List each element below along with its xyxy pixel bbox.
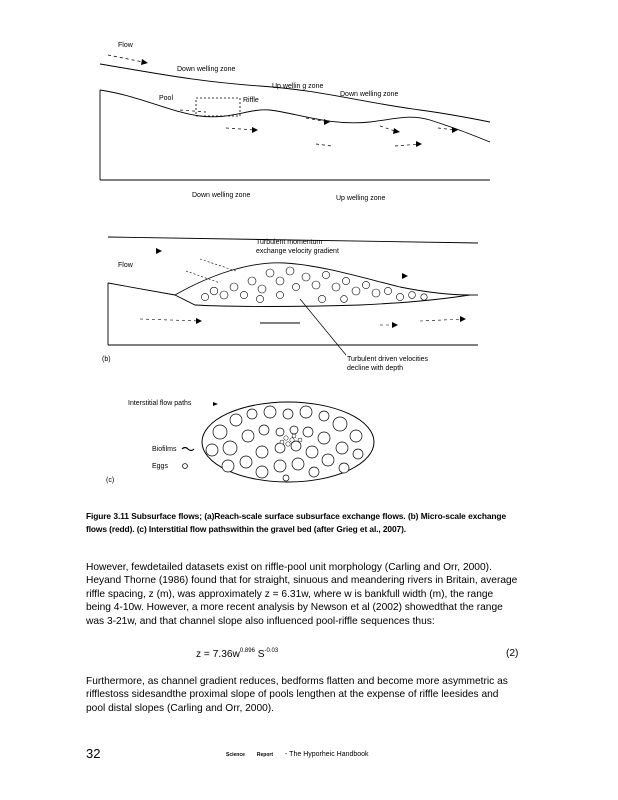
paragraph-riffle-spacing: However, fewdetailed datasets exist on riffle-pool unit morphology (Carling and Orr, 2000). Heyand Thorne (1986) found that for straight, sinuous and meandering rivers in Britain, average riffle spacing, z (m), was approximately z = 6.31w, where w is bankfull width (m), the range being 4-10w. However, a more recent analysis by Newson et al (2002) showedthat the range was 3-21w, and that channel slope also influenced pool-riffle sequences thus: [86,562,518,627]
fig-a-pool-label: Pool [159,95,174,102]
footer-word-report: Report [256,752,274,758]
fig-b-panel-label: (b) [102,356,111,363]
fig-c-interstitial-label: Interstitial flow paths [128,400,192,407]
fig-a-downwelling-right-label: Down welling zone [340,91,399,98]
fig-a-riffle-label: Riffle [243,97,259,104]
fig-c-eggs-label: Eggs [152,463,168,470]
paragraph-channel-gradient: Furthermore, as channel gradient reduces, bedforms flatten and become more asymmetric as rifflestoss sidesandthe proximal slope of pools lengthen at the expense of riffle leesides and pool distal slopes (Carling and Orr, 2000). [86,676,508,714]
figure-c-interstitial [0,392,618,497]
fig-b-flow-label: Flow [118,262,133,269]
figure-b-redd-scale [0,225,618,380]
fig-c-biofilms-label: Biofilms [152,446,177,453]
fig-b-turbulent-bottom-line1: Turbulent driven velocities [347,356,429,363]
caption-text: Subsurface flows; (a)Reach-scale surface subsurface exchange flows. (b) Micro-scale exchange flows (redd). (c) Interstitial flow pathswithin the gravel bed (after Grieg et al., 2007). [86,511,507,534]
equation-exponent-w: 0.896 [239,648,255,654]
equation-exponent-s: -0.03 [264,648,279,654]
fig-b-turbulent-top-line2: exchange velocity gradient [256,248,339,255]
fig-a-downwelling-bottom-label: Down welling zone [192,192,251,199]
fig-a-flow-label: Flow [118,42,133,49]
equation-number: (2) [506,648,519,659]
fig-a-upwelling-top-label: Up wellin g zone [272,83,324,90]
page-number: 32 [86,746,101,761]
footer-title: - The Hyporheic Handbook [285,751,369,758]
figure-caption [86,510,506,536]
figure-a-reach-scale [0,0,618,220]
equation-slope: S [254,649,265,660]
footer-word-science: Science [226,752,245,758]
equation-2 [196,648,278,660]
caption-label: Figure 3.11 [86,511,129,521]
equation-base: z = 7.36w [196,649,240,660]
fig-b-turbulent-bottom-line2: decline with depth [347,365,404,372]
page-footer [226,751,369,758]
fig-a-downwelling-top-label: Down welling zone [177,66,236,73]
fig-b-turbulent-top-line1: Turbulent momentum [256,239,323,246]
fig-c-panel-label: (c) [106,477,115,484]
fig-a-upwelling-bottom-label: Up welling zone [336,195,386,202]
